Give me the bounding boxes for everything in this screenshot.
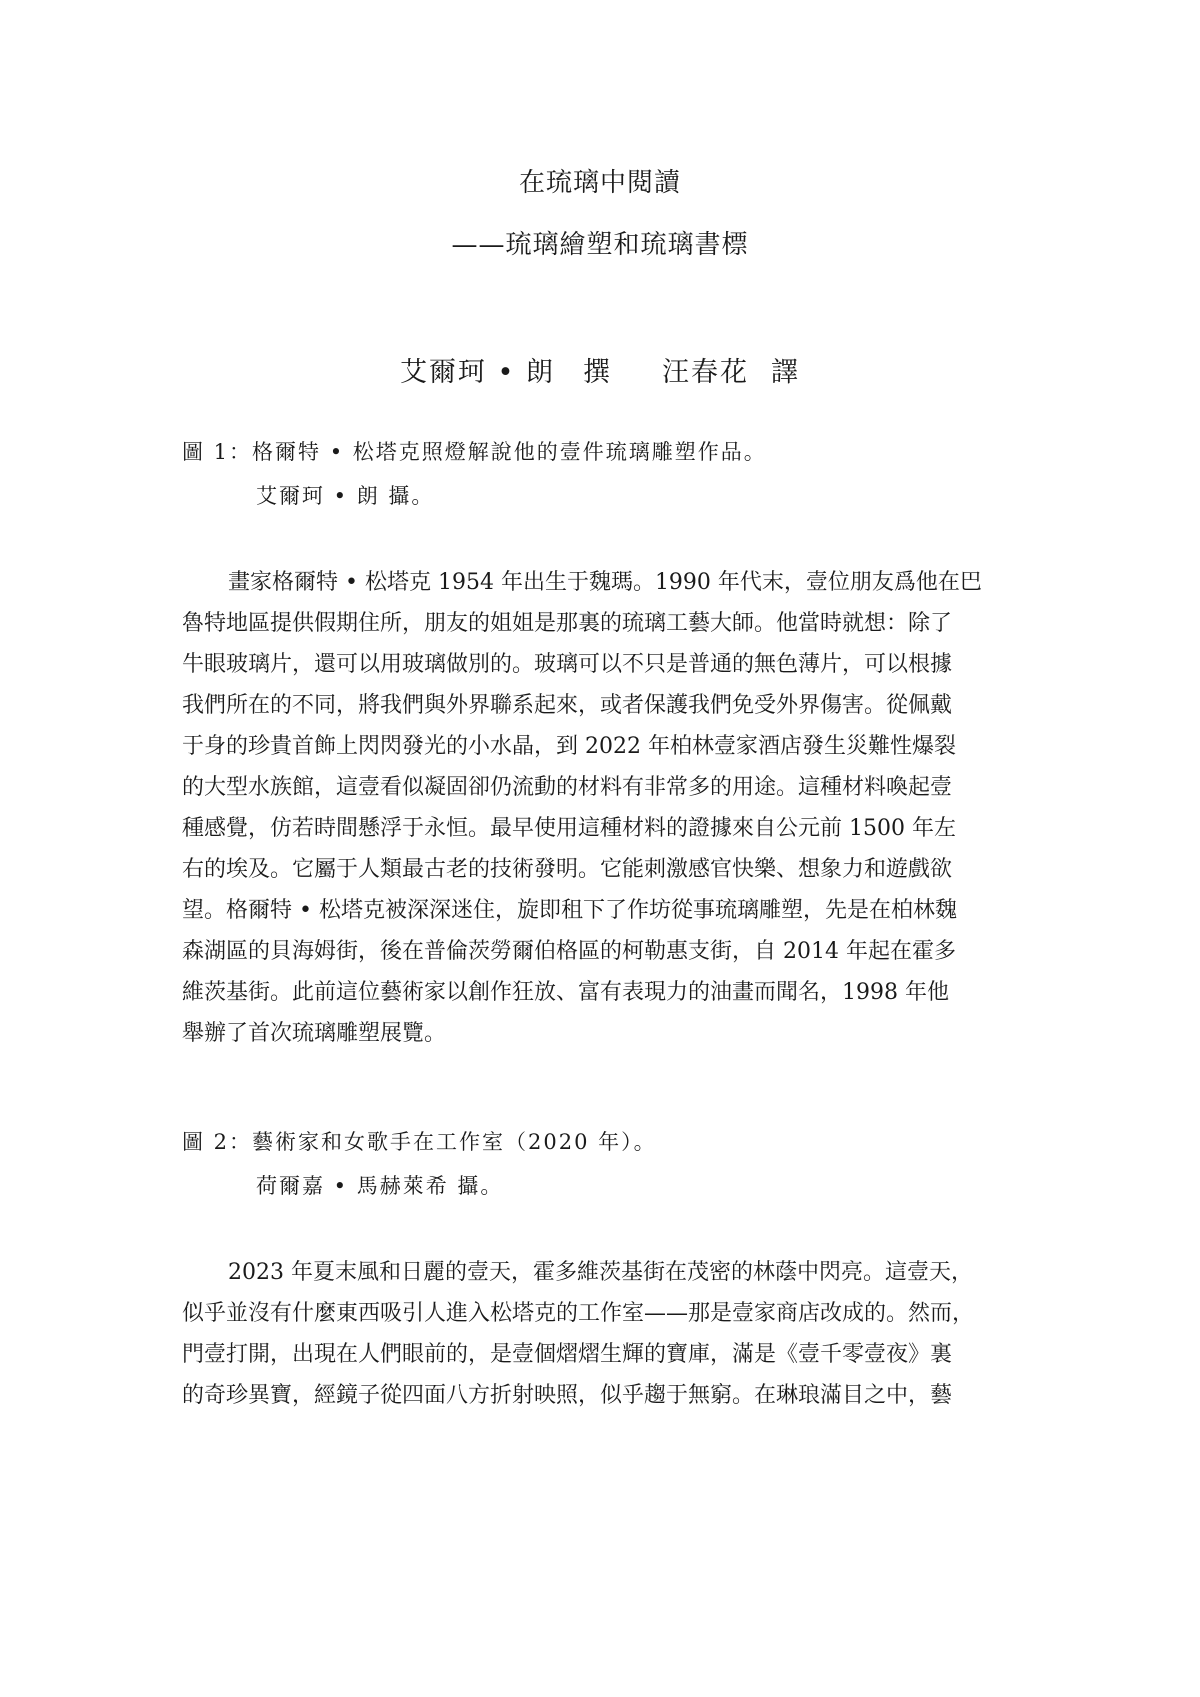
- figure-credit: 艾爾珂 • 朗 攝。: [256, 484, 435, 508]
- figure-credit: 荷爾嘉 • 馬赫萊希 攝。: [256, 1174, 504, 1198]
- byline: [0, 350, 1200, 389]
- paragraph-line: 森湖區的貝海姆街，後在普倫茨勞爾伯格區的柯勒惠支街，自 2014 年起在霍多: [182, 939, 956, 964]
- translator-role: 譯: [771, 357, 801, 388]
- translator-name: 汪春花: [662, 357, 750, 388]
- figure-caption: 圖 2：藝術家和女歌手在工作室（2020 年）。: [182, 1130, 657, 1154]
- paragraph-line: 魯特地區提供假期住所，朋友的姐姐是那裏的琉璃工藝大師。他當時就想：除了: [182, 611, 953, 636]
- paragraph-line: 我們所在的不同，將我們與外界聯系起來，或者保護我們免受外界傷害。從佩戴: [182, 693, 953, 718]
- paragraph-line: 門壹打開，出現在人們眼前的，是壹個熠熠生輝的寶庫，滿是《壹千零壹夜》裏: [182, 1342, 953, 1367]
- body-paragraph: [182, 562, 1024, 1054]
- figure-caption: 圖 1：格爾特 • 松塔克照燈解說他的壹件琉璃雕塑作品。: [182, 440, 767, 464]
- author-role: 撰: [583, 357, 613, 388]
- paragraph-line: 的大型水族館，這壹看似凝固卻仍流動的材料有非常多的用途。這種材料喚起壹: [182, 775, 953, 800]
- paragraph-line: 種感覺，仿若時間懸浮于永恒。最早使用這種材料的證據來自公元前 1500 年左: [182, 816, 956, 841]
- paragraph-line: 牛眼玻璃片，還可以用玻璃做別的。玻璃可以不只是普通的無色薄片，可以根據: [182, 652, 953, 677]
- body-paragraph: [182, 1252, 1024, 1416]
- paragraph-line: 于身的珍貴首飾上閃閃發光的小水晶，到 2022 年柏林壹家酒店發生災難性爆裂: [182, 734, 956, 759]
- paragraph-line: 望。格爾特 • 松塔克被深深迷住，旋即租下了作坊從事琉璃雕塑，先是在柏林魏: [182, 898, 957, 923]
- paragraph-line: 似乎並沒有什麼東西吸引人進入松塔克的工作室——那是壹家商店改成的。然而，: [182, 1301, 975, 1326]
- paragraph-line: 畫家格爾特 • 松塔克 1954 年出生于魏瑪。1990 年代末，壹位朋友爲他在巴: [228, 570, 982, 595]
- paragraph-line: 2023 年夏末風和日麗的壹天，霍多維茨基街在茂密的林蔭中閃亮。這壹天，: [228, 1260, 973, 1285]
- paragraph-line: 舉辦了首次琉璃雕塑展覽。: [182, 1021, 447, 1046]
- paragraph-line: 右的埃及。它屬于人類最古老的技術發明。它能刺激感官快樂、想象力和遊戲欲: [182, 857, 953, 882]
- author-name: 艾爾珂 • 朗: [399, 357, 556, 388]
- paragraph-line: 維茨基街。此前這位藝術家以創作狂放、富有表現力的油畫而聞名，1998 年他: [182, 980, 949, 1005]
- article-title: 在琉璃中閱讀: [518, 168, 681, 198]
- paragraph-line: 的奇珍異寶，經鏡子從四面八方折射映照，似乎趨于無窮。在琳琅滿目之中，藝: [182, 1383, 953, 1408]
- article-subtitle: ——琉璃繪塑和琉璃書標: [451, 230, 749, 260]
